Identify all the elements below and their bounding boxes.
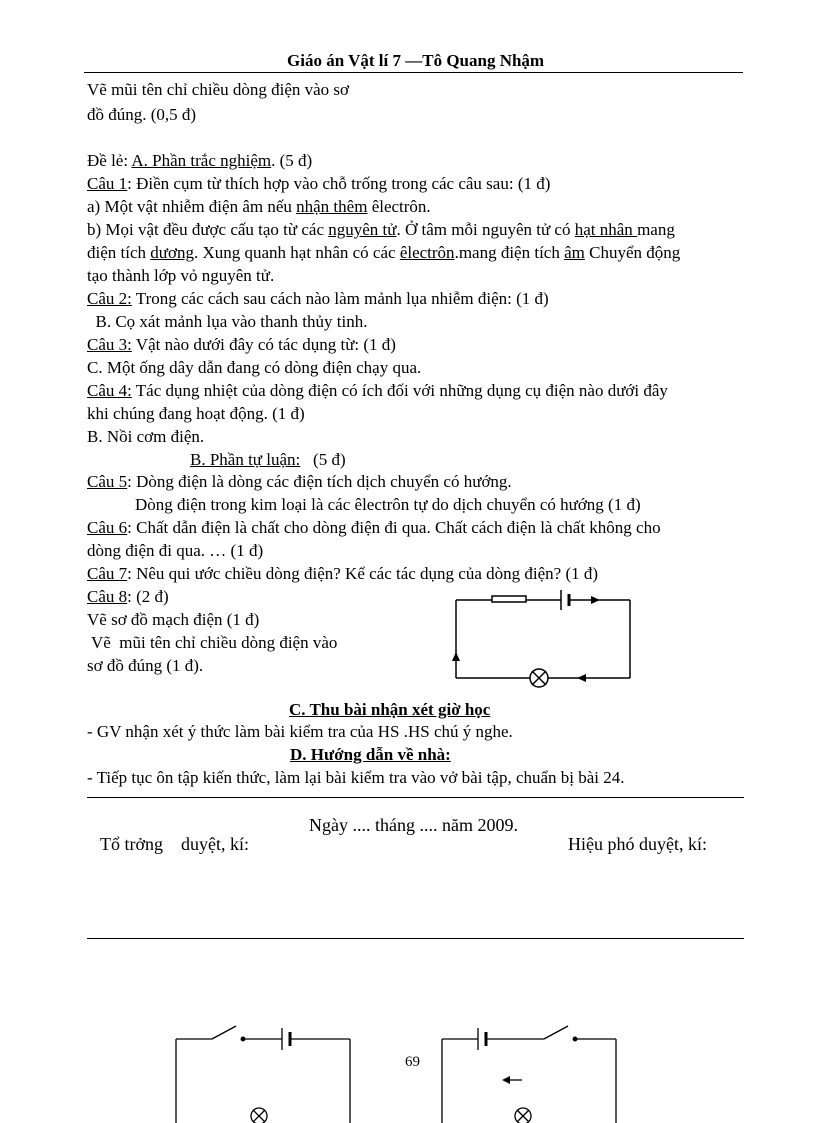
- page-header-title: Giáo án Vật lí 7 —Tô Quang Nhậm: [287, 51, 545, 70]
- arrow-up-icon: [452, 652, 460, 661]
- arrow-left-icon: [502, 1076, 510, 1084]
- q8-line-1: Vẽ sơ đồ mạch điện (1 đ): [87, 610, 260, 629]
- circuit-diagram-right: [436, 1015, 626, 1123]
- part-c-title: C. Thu bài nhận xét giờ học: [289, 700, 491, 719]
- q1-a-pre: a) Một vật nhiễm điện âm nếu: [87, 197, 297, 216]
- question-2: [87, 289, 549, 309]
- intro-line-1: Vẽ mũi tên chỉ chiều dòng điện vào sơ: [87, 80, 350, 99]
- part-c-text: - GV nhận xét ý thức làm bài kiểm tra của HS .HS chú ý nghe.: [87, 722, 513, 741]
- header-rule: [84, 72, 743, 73]
- part-b-heading: [190, 450, 346, 470]
- sign-date: Ngày .... tháng .... năm 2009.: [309, 815, 518, 835]
- section-rule: [87, 797, 744, 798]
- q8-text: : (2 đ): [127, 587, 169, 606]
- q1-b2-fill1: dương: [150, 243, 194, 262]
- part-b-title: B. Phần tự luận:: [190, 450, 301, 469]
- q1-a-post: êlectrôn.: [367, 197, 431, 216]
- part-b-score: (5 đ): [300, 450, 346, 469]
- q5-label: Câu 5: [87, 472, 128, 491]
- part-a-title: A. Phần trắc nghiệm: [131, 151, 272, 170]
- q1-a-fill: nhận thêm: [296, 197, 368, 216]
- q4-text-line2: khi chúng đang hoạt động. (1 đ): [87, 404, 305, 423]
- q6-text: : Chất dẫn điện là chất cho dòng điện đi qua. Chất cách điện là chất không cho: [127, 518, 661, 537]
- arrow-right-icon: [591, 596, 600, 604]
- switch-closed: [492, 596, 526, 602]
- q7-text: : Nêu qui ước chiều dòng điện? Kể các tác dụng của dòng điện? (1 đ): [127, 564, 599, 583]
- switch-open: [544, 1026, 568, 1039]
- q6-label: Câu 6: [87, 518, 128, 537]
- q5-text: : Dòng điện là dòng các điện tích dịch chuyển có hướng.: [127, 472, 512, 491]
- q4-label: Câu 4:: [87, 381, 132, 400]
- q2-answer: B. Cọ xát mảnh lụa vào thanh thủy tinh.: [87, 312, 368, 331]
- question-4: [87, 381, 668, 401]
- intro-line-2: đồ đúng. (0,5 đ): [87, 105, 197, 124]
- question-7: [87, 564, 598, 584]
- q1-b1-fill1: nguyên tử: [328, 220, 397, 239]
- part-d-title: D. Hướng dẫn về nhà:: [290, 745, 451, 764]
- switch-open: [212, 1026, 236, 1039]
- sign-left-label: Tổ trởng duyệt, kí:: [100, 834, 250, 854]
- q1-answer-a: [87, 197, 431, 217]
- q8-line-2: Vẽ mũi tên chỉ chiều dòng điện vào: [87, 633, 338, 652]
- q5-text-line2: Dòng điện trong kim loại là các êlectrôn tự do dịch chuyển có hướng (1 đ): [135, 495, 641, 514]
- question-6: [87, 518, 661, 538]
- q1-b2-fill3: âm: [564, 243, 585, 262]
- de-le-heading: [87, 151, 312, 171]
- q1-b2-mid: . Xung quanh hạt nhân có các: [193, 243, 400, 262]
- q1-b2-post: Chuyển động: [584, 243, 681, 262]
- q1-b2-fill2: êlectrôn: [399, 243, 455, 262]
- q3-answer: C. Một ống dây dẫn đang có dòng điện chạy qua.: [87, 358, 422, 377]
- circuit-diagram-left: [170, 1015, 360, 1123]
- q1-b1-fill2: hạt nhân: [574, 220, 638, 239]
- signature-rule: [87, 938, 744, 939]
- q1-answer-b-line3: tạo thành lớp vỏ nguyên tử.: [87, 266, 275, 285]
- q6-text-line2: dòng điện đi qua. … (1 đ): [87, 541, 264, 560]
- q1-b1-post: mang: [637, 220, 675, 239]
- q4-text: Tác dụng nhiệt của dòng điện có ích đối với những dụng cụ điện nào dưới đây: [131, 381, 668, 400]
- q3-text: Vật nào dưới đây có tác dụng từ: (1 đ): [131, 335, 396, 354]
- q1-b2-mid2: .mang điện tích: [454, 243, 565, 262]
- q1-b1-mid: . Ở tâm mỗi nguyên tử có: [396, 220, 575, 239]
- question-3: [87, 335, 396, 355]
- q1-text: : Điền cụm từ thích hợp vào chỗ trống trong các câu sau: (1 đ): [127, 174, 551, 193]
- question-1: [87, 174, 550, 194]
- q1-b2-pre: điện tích: [87, 243, 151, 262]
- q1-label: Câu 1: [87, 174, 128, 193]
- q1-b1-pre: b) Mọi vật đều được cấu tạo từ các: [87, 220, 329, 239]
- sign-right-label: Hiệu phó duyệt, kí:: [568, 834, 707, 854]
- q4-answer: B. Nồi cơm điện.: [87, 427, 205, 446]
- question-8: [87, 587, 169, 607]
- question-5: [87, 472, 512, 492]
- part-d-text: - Tiếp tục ôn tập kiến thức, làm lại bài kiểm tra vào vở bài tập, chuẩn bị bài 24.: [87, 768, 625, 787]
- q1-answer-b-line2: [87, 243, 680, 263]
- q8-label: Câu 8: [87, 587, 128, 606]
- q3-label: Câu 3:: [87, 335, 132, 354]
- de-le-prefix: Đề lẻ:: [87, 151, 132, 170]
- arrow-left-icon: [577, 674, 586, 682]
- q1-answer-b-line1: [87, 220, 675, 240]
- part-a-score: . (5 đ): [271, 151, 313, 170]
- q2-text: Trong các cách sau cách nào làm mảnh lụa nhiễm điện: (1 đ): [131, 289, 549, 308]
- page-number: 69: [405, 1054, 420, 1070]
- q2-label: Câu 2:: [87, 289, 132, 308]
- q7-label: Câu 7: [87, 564, 128, 583]
- circuit-diagram-q8: [440, 585, 645, 695]
- q8-line-3: sơ đồ đúng (1 đ).: [87, 656, 204, 675]
